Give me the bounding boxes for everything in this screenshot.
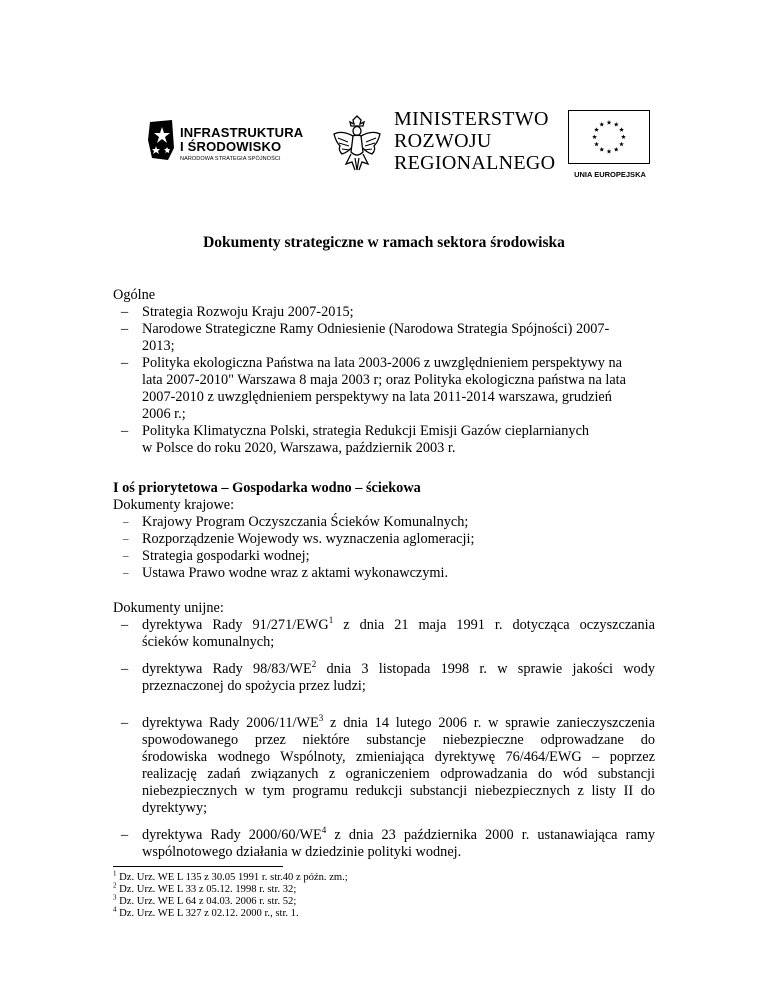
list-item: Polityka ekologiczna Państwa na lata 2003-2006 z uwzględnieniem perspektywy na xyxy=(142,355,623,371)
list-dash: – xyxy=(123,533,129,545)
section-heading-ogolne: Ogólne xyxy=(113,287,156,303)
list-item: Rozporządzenie Wojewody ws. wyznaczenia aglomeracji; xyxy=(142,531,475,547)
eu-star xyxy=(621,134,626,139)
logo-line-2: ROZWOJU xyxy=(394,130,492,152)
list-item-continuation: 2013; xyxy=(142,338,175,354)
section-heading-os1: I oś priorytetowa – Gospodarka wodno – ściekowa xyxy=(113,480,421,496)
directive-continuation: spowodowanego przez niektóre substancje niebezpieczne odprowadzane do xyxy=(142,732,655,748)
list-item: Narodowe Strategiczne Ramy Odniesienie (Narodowa Strategia Spójności) 2007- xyxy=(142,321,610,337)
list-dash: – xyxy=(121,304,129,320)
list-dash: – xyxy=(121,321,129,337)
list-item: Strategia gospodarki wodnej; xyxy=(142,548,310,564)
footnote-number: 1 xyxy=(113,869,117,878)
eu-star xyxy=(607,120,612,125)
directive-continuation: realizację zadań związanych z ograniczeniem odprowadzania do wód substancji xyxy=(142,766,655,782)
poland-stars-icon xyxy=(148,118,176,162)
list-dash: – xyxy=(121,617,129,633)
list-item: Polityka Klimatyczna Polski, strategia Redukcji Emisji Gazów cieplarnianych xyxy=(142,423,590,439)
eagle-emblem-icon xyxy=(330,112,384,174)
list-item: Strategia Rozwoju Kraju 2007-2015; xyxy=(142,304,354,320)
footnote-text: Dz. Urz. WE L 327 z 02.12. 2000 r., str. 1. xyxy=(116,908,299,919)
footnote-ref: 1 xyxy=(328,615,334,626)
footnote xyxy=(113,869,348,885)
eu-star xyxy=(619,127,624,132)
eu-star xyxy=(594,127,599,132)
footnote xyxy=(113,893,297,909)
list-dash: – xyxy=(123,567,129,579)
directive-line xyxy=(142,617,655,634)
list-item: Krajowy Program Oczyszczania Ścieków Komunalnych; xyxy=(142,514,469,530)
list-item: Ustawa Prawo wodne wraz z aktami wykonawczymi. xyxy=(142,565,449,581)
krajowe-label: Dokumenty krajowe: xyxy=(113,497,235,513)
footnote-ref: 4 xyxy=(321,825,327,836)
eu-flag-icon xyxy=(568,110,650,164)
directive-rest: dnia 3 listopada 1998 r. w sprawie jakości wody xyxy=(316,661,655,677)
eu-star xyxy=(599,122,604,127)
list-item-continuation: 2006 r.; xyxy=(142,406,186,422)
directive-line xyxy=(142,715,655,732)
footnote-text: Dz. Urz. WE L 64 z 04.03. 2006 r. str. 52; xyxy=(116,896,297,907)
directive-continuation: niebezpiecznych w tym programu redukcji substancji niebezpiecznych z listy II do xyxy=(142,783,655,799)
list-dash: – xyxy=(121,355,129,371)
footnote xyxy=(113,905,299,921)
directive-continuation: ścieków komunalnych; xyxy=(142,634,275,650)
unijne-label: Dokumenty unijne: xyxy=(113,600,224,616)
eu-star xyxy=(607,149,612,154)
list-dash: – xyxy=(121,827,129,843)
directive-continuation: środowiska wodnego Wspólnoty, zmieniająca dyrektywę 76/464/EWG – poprzez xyxy=(142,749,655,765)
directive-continuation: dyrektywy; xyxy=(142,800,208,816)
directive-line xyxy=(142,827,655,844)
directive-continuation: wspólnotowego działania w dziedzinie polityki wodnej. xyxy=(142,844,462,860)
footnote-number: 3 xyxy=(113,893,117,902)
eu-star xyxy=(599,147,604,152)
eu-star xyxy=(619,142,624,147)
footnote-separator xyxy=(113,866,283,867)
directive-line xyxy=(142,661,655,678)
list-item-continuation: w Polsce do roku 2020, Warszawa, październik 2003 r. xyxy=(142,440,456,456)
list-dash: – xyxy=(121,715,129,731)
logo-infrastruktura xyxy=(148,118,308,168)
directive-name: dyrektywa Rady 98/83/WE xyxy=(142,661,312,677)
list-dash: – xyxy=(121,661,129,677)
list-dash: – xyxy=(121,423,129,439)
eu-star xyxy=(614,147,619,152)
list-item-continuation: lata 2007-2010" Warszawa 8 maja 2003 r; oraz Polityka ekologiczna państwa na lata xyxy=(142,372,626,388)
directive-rest: z dnia 21 maja 1991 r. dotycząca oczyszczania xyxy=(333,617,655,633)
logo-eu xyxy=(568,110,652,184)
directive-rest: z dnia 23 października 2000 r. ustanawiająca ramy xyxy=(326,827,656,843)
directive-rest: z dnia 14 lutego 2006 r. w sprawie zanieczyszczenia xyxy=(323,715,656,731)
directive-name: dyrektywa Rady 2000/60/WE xyxy=(142,827,322,843)
list-item-continuation: 2007-2010 z uwzględnieniem perspektywy na lata 2011-2014 warszawa, grudzień xyxy=(142,389,612,405)
list-dash: – xyxy=(123,516,129,528)
footnote-ref: 2 xyxy=(311,659,317,670)
directive-name: dyrektywa Rady 91/271/EWG xyxy=(142,617,329,633)
directive-continuation: przeznaczonej do spożycia przez ludzi; xyxy=(142,678,366,694)
logo-line-1: MINISTERSTWO xyxy=(394,108,549,130)
ministerstwo-text xyxy=(394,108,555,174)
eu-star xyxy=(614,122,619,127)
eu-star xyxy=(594,142,599,147)
footnote xyxy=(113,881,297,897)
footnote-text: Dz. Urz. WE L 33 z 05.12. 1998 r. str. 32; xyxy=(116,884,297,895)
list-dash: – xyxy=(123,550,129,562)
logo-line-2: I ŚRODOWISKO xyxy=(180,139,282,154)
footnote-text: Dz. Urz. WE L 135 z 30.05 1991 r. str.40 z późn. zm.; xyxy=(116,872,348,883)
footnote-number: 4 xyxy=(113,905,117,914)
logo-ministerstwo xyxy=(330,108,555,178)
directive-name: dyrektywa Rady 2006/11/WE xyxy=(142,715,319,731)
page-title: Dokumenty strategiczne w ramach sektora środowiska xyxy=(203,234,565,251)
footnote-ref: 3 xyxy=(318,713,324,724)
eu-star xyxy=(592,134,597,139)
logo-line-3: NARODOWA STRATEGIA SPÓJNOŚCI xyxy=(180,156,281,162)
eu-caption: UNIA EUROPEJSKA xyxy=(574,170,646,179)
logo-line-3: REGIONALNEGO xyxy=(394,152,556,174)
footnote-number: 2 xyxy=(113,881,117,890)
logo-line-1: INFRASTRUKTURA xyxy=(180,125,304,140)
